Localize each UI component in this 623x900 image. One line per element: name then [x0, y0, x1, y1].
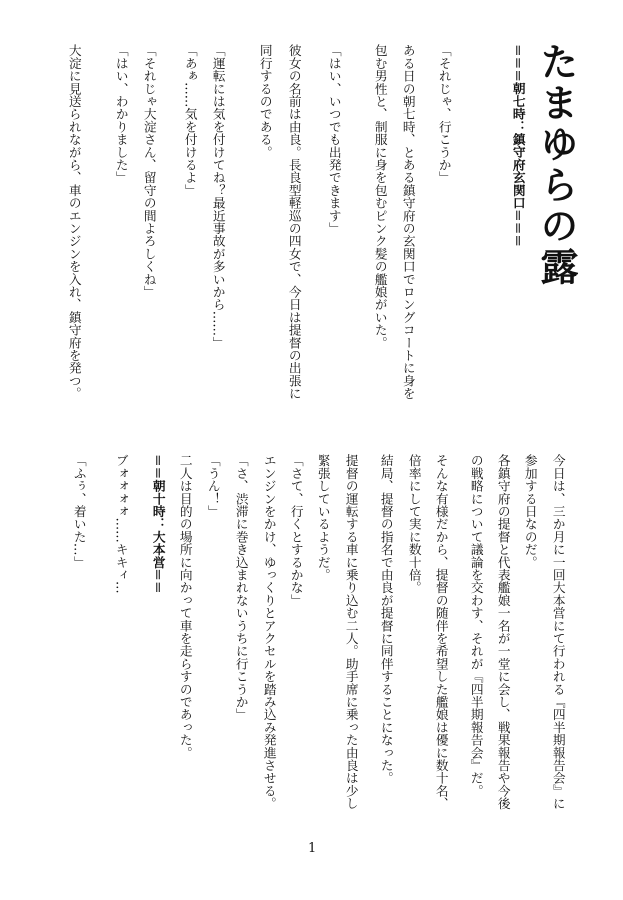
text-line: の戦略について議論を交わす、それが『四半期報告会』だ。: [468, 454, 484, 797]
text-line: ブォォォォ……キキィ…: [113, 454, 129, 594]
text-line: 提督の運転する車に乗り込む二人。助手席に乗った由良は少し: [343, 454, 359, 810]
text-line: 参加する日なのだ。: [522, 454, 538, 569]
text-line: 包む男性と、制服に身を包むピンク髪の艦娘がいた。: [372, 44, 388, 349]
text-line: 各鎮守府の提督と代表艦娘一名が一堂に会し、戦果報告や今後: [495, 454, 511, 810]
text-line: 「それじゃ、行こうか」: [436, 44, 452, 184]
text-line: 同行するのである。: [257, 44, 273, 159]
text-line: 大淀に見送られながら、車のエンジンを入れ、鎮守府を発つ。: [66, 44, 82, 400]
text-line: 緊張しているようだ。: [315, 454, 331, 581]
text-line: ある日の朝七時、とある鎮守府の玄関口でロングコートに身を: [400, 44, 416, 400]
text-line: 「ふぅ、着いた…」: [71, 454, 87, 569]
scene-heading: ＝＝＝朝七時：鎮守府玄関口＝＝＝: [510, 44, 526, 248]
text-line: エンジンをかけ、ゆっくりとアクセルを踏み込み発進させる。: [261, 454, 277, 810]
text-line: 「さて、行くとするかな」: [288, 454, 304, 607]
text-line: 「運転には気を付けてね？最近事故が多いから……」: [210, 44, 226, 349]
scene-heading: ＝＝朝十時：大本営＝＝: [150, 454, 166, 594]
text-line: 「さ、渋滞に巻き込まれないうちに行こうか」: [233, 454, 249, 721]
text-line: 「はい、いつでも出発できます」: [326, 44, 342, 235]
text-line: 彼女の名前は由良。長良型軽巡の四女で、今日は提督の出張に: [286, 44, 302, 400]
text-line: 結局、提督の指名で由良が提督に同伴することになった。: [378, 454, 394, 785]
text-line: そんな有様だから、提督の随伴を希望した艦娘は優に数十名、: [433, 454, 449, 810]
text-line: 今日は、三か月に一回大本営にて行われる『四半期報告会』に: [550, 454, 566, 810]
text-line: 「あぁ……気を付けるよ」: [182, 44, 198, 197]
text-line: 「それじゃ大淀さん、留守の間よろしくね」: [141, 44, 157, 298]
text-line: 「はい、わかりました」: [113, 44, 129, 184]
story-title: たまゆらの露: [534, 42, 579, 288]
text-line: 二人は目的の場所に向かって車を走らすのであった。: [177, 454, 193, 759]
page-number: 1: [308, 841, 317, 856]
text-line: 「うん！」: [205, 454, 221, 518]
text-line: 倍率にして実に数十倍。: [406, 454, 422, 594]
